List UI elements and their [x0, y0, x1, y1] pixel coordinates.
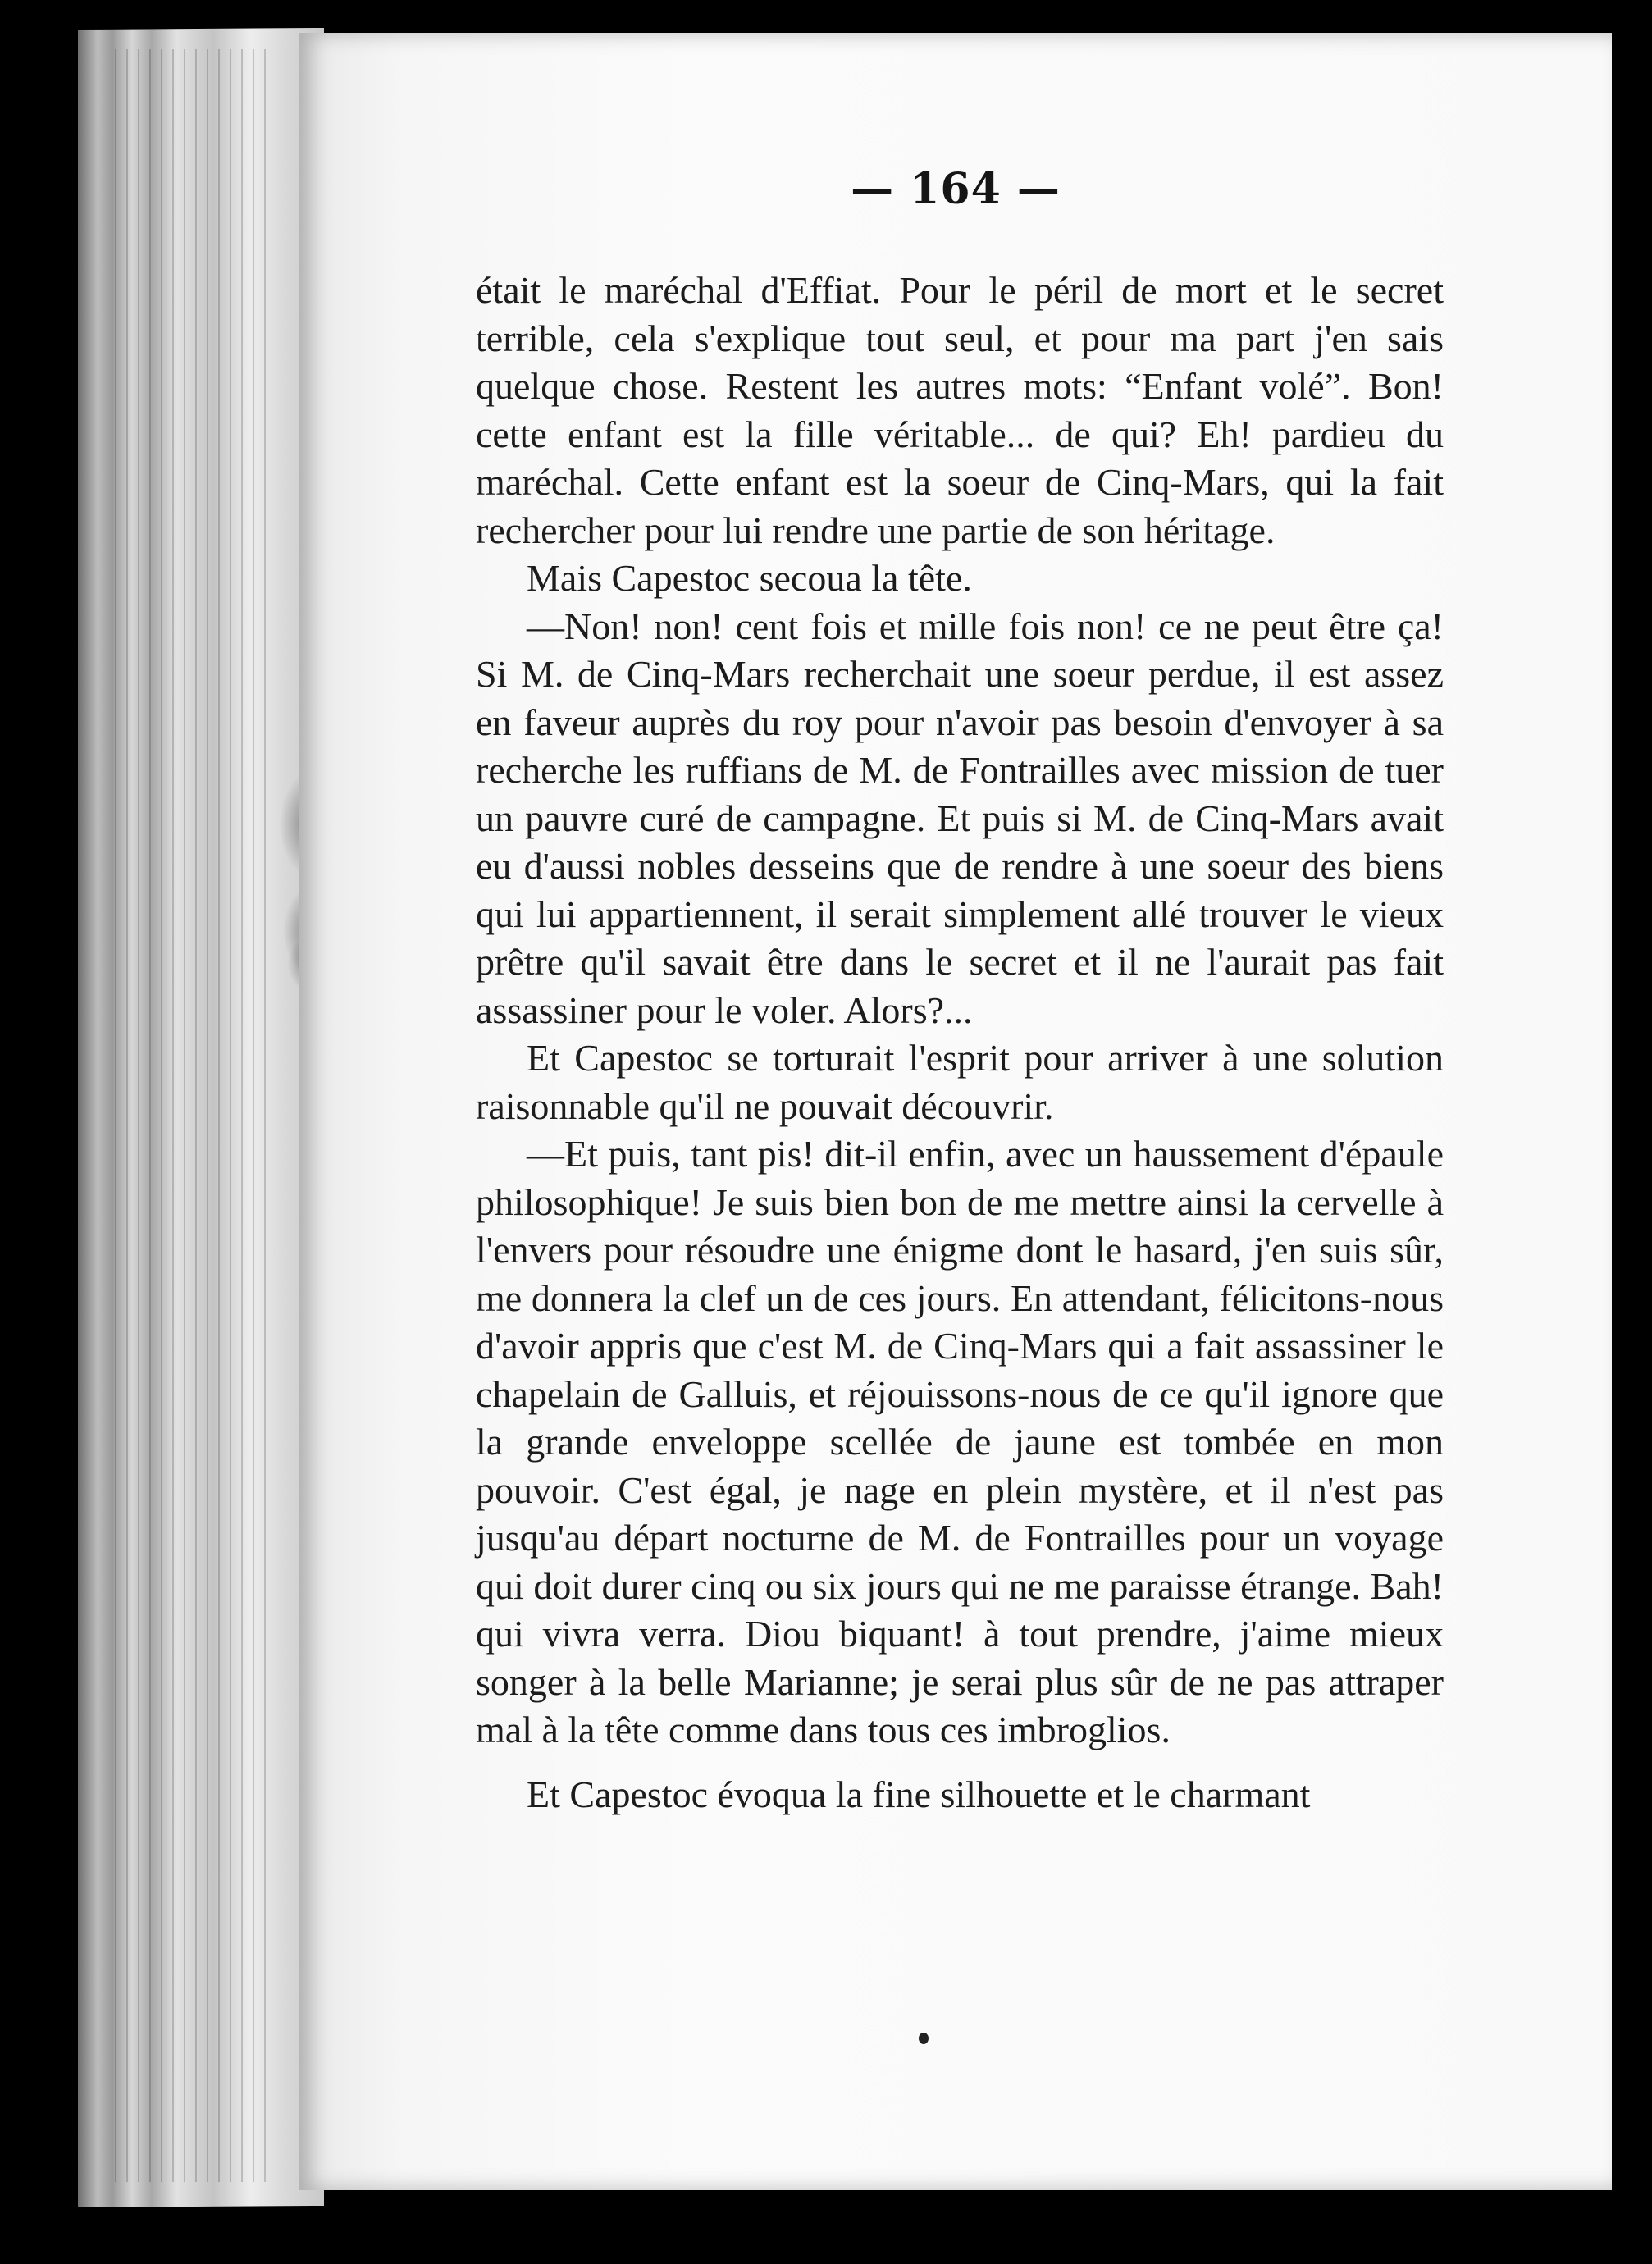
page-number: — 164 —	[851, 164, 1061, 214]
paragraph: —Et puis, tant pis! dit-il enfin, avec un haussement d'épaule philosophique! Je suis bien bon de me mettre ainsi la cervelle à l'envers pour résoudre une énigme dont le hasard, j'en suis sûr, me donnera la clef un de ces jours. En attendant, félicitons-nous d'avoir appris que c'est M. de Cinq-Mars qui a fait assassiner le chapelain de Galluis, et réjouissons-nous de ce qu'il ignore que la grande enveloppe scellée de jaune est tombée en mon pouvoir. C'est égal, je nage en plein mystère, et il n'est pas jusqu'au départ nocturne de M. de Fontrailles pour un voyage qui doit durer cinq ou six jours qui ne me paraisse étrange. Bah! qui vivra verra. Diou biquant! à tout prendre, j'aime mieux songer à la belle Marianne; je serai plus sûr de ne pas attraper mal à la tête comme dans tous ces imbroglios.	[476, 1133, 1444, 1750]
ink-speck	[919, 2033, 929, 2044]
page-text	[476, 267, 1444, 1819]
paragraph: Et Capestoc évoqua la fine silhouette et le charmant	[527, 1773, 1311, 1815]
paragraph: Mais Capestoc secoua la tête.	[527, 557, 972, 599]
paragraph: Et Capestoc se torturait l'esprit pour arriver à une solution raisonnable qu'il ne pouvait découvrir.	[476, 1037, 1444, 1127]
paragraph: était le maréchal d'Effiat. Pour le péril de mort et le secret terrible, cela s'explique tout seul, et pour ma part j'en sais quelque chose. Restent les autres mots: “Enfant volé”. Bon! cette enfant est la fille véritable... de qui? Eh! pardieu du maréchal. Cette enfant est la soeur de Cinq-Mars, qui la fait rechercher pour lui rendre une partie de son héritage.	[476, 269, 1444, 551]
book-page	[299, 33, 1612, 2190]
binding-texture	[115, 49, 271, 2182]
paragraph: —Non! non! cent fois et mille fois non! ce ne peut être ça! Si M. de Cinq-Mars recherchait une soeur perdue, il est assez en faveur auprès du roy pour n'avoir pas besoin d'envoyer à sa recherche les ruffians de M. de Fontrailles avec mission de tuer un pauvre curé de campagne. Et puis si M. de Cinq-Mars avait eu d'aussi nobles desseins que de rendre à une soeur des biens qui lui appartiennent, il serait simplement allé trouver le vieux prêtre qu'il savait être dans le secret et il ne l'aurait pas fait assassiner pour le voler. Alors?...	[476, 605, 1444, 1031]
